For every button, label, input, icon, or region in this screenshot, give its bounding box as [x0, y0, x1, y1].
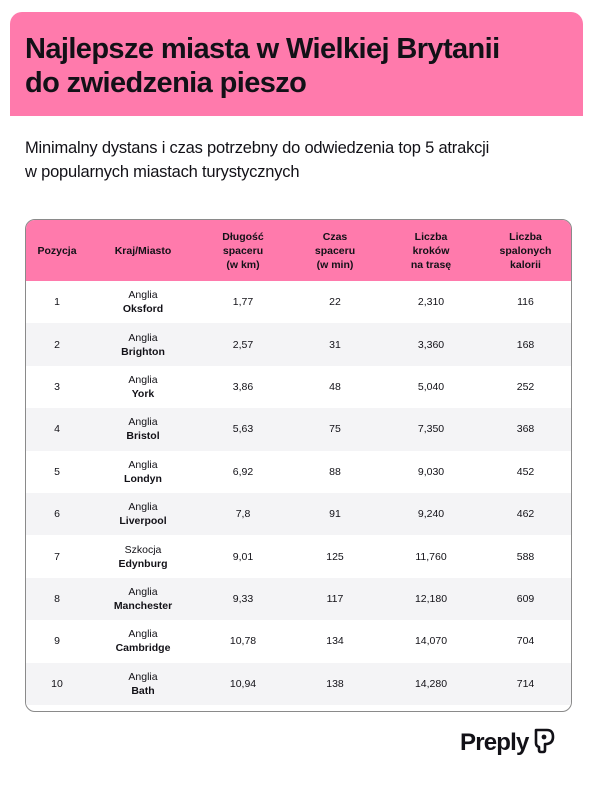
- cell-time: 91: [329, 508, 341, 521]
- cell-position: 2: [54, 338, 60, 351]
- cell-steps: 9,240: [417, 508, 445, 521]
- table-row: [26, 578, 571, 620]
- cell-position: 8: [54, 592, 60, 605]
- cell-time: 88: [329, 465, 341, 478]
- cell-city: [88, 408, 198, 450]
- cell-steps: 14,280: [414, 677, 448, 690]
- cell-time: 22: [329, 296, 341, 309]
- country-name: Anglia: [128, 501, 158, 514]
- cell-distance: 10,94: [229, 677, 257, 690]
- cell-steps: 7,350: [417, 423, 445, 436]
- country-name: Anglia: [128, 458, 158, 471]
- ranking-table: [26, 220, 571, 705]
- country-name: Szkocja: [124, 543, 162, 556]
- logo-text: Preply: [460, 728, 529, 756]
- cell-city: [88, 535, 198, 577]
- column-header-line: Pozycja: [37, 244, 77, 257]
- header-banner: [10, 12, 583, 116]
- city-name: Cambridge: [115, 642, 171, 655]
- cell-position: 4: [54, 423, 60, 436]
- subtitle-line-2: w popularnych miastach turystycznych: [25, 163, 300, 181]
- cell-city: [88, 620, 198, 662]
- table-row: [26, 323, 571, 365]
- cell-position: 6: [54, 508, 60, 521]
- cell-time: 75: [329, 423, 341, 436]
- cell-time: 125: [326, 550, 344, 563]
- cell-city: [88, 366, 198, 408]
- column-header-position: [26, 220, 88, 281]
- column-header-line: (w min): [316, 258, 354, 271]
- column-header-line: spaceru: [222, 244, 264, 257]
- cell-distance: 10,78: [229, 635, 257, 648]
- cell-city: [88, 451, 198, 493]
- column-header-calories: [480, 220, 571, 281]
- cell-distance: 9,01: [232, 550, 254, 563]
- cell-calories: 452: [516, 465, 535, 478]
- column-header-line: kalorii: [510, 258, 541, 271]
- cell-distance: 2,57: [232, 338, 254, 351]
- cell-city: [88, 663, 198, 705]
- ranking-table-container: [25, 219, 572, 712]
- subtitle-line-1: Minimalny dystans i czas potrzebny do odwiedzenia top 5 atrakcji: [25, 139, 490, 157]
- cell-calories: 588: [516, 550, 535, 563]
- table-row: [26, 620, 571, 662]
- cell-steps: 14,070: [414, 635, 448, 648]
- page-subtitle: [25, 136, 565, 184]
- country-name: Anglia: [128, 416, 158, 429]
- table-row: [26, 535, 571, 577]
- cell-city: [88, 578, 198, 620]
- cell-position: 7: [54, 550, 60, 563]
- column-header-city: [88, 220, 198, 281]
- column-header-time: [288, 220, 382, 281]
- table-row: [26, 493, 571, 535]
- cell-time: 138: [326, 677, 344, 690]
- column-header-line: Długość: [222, 230, 264, 243]
- cell-position: 9: [54, 635, 60, 648]
- cell-calories: 252: [516, 380, 535, 393]
- cell-time: 48: [329, 380, 341, 393]
- cell-time: 117: [326, 592, 344, 605]
- country-name: Anglia: [128, 628, 158, 641]
- cell-distance: 9,33: [232, 592, 254, 605]
- column-header-distance: [198, 220, 288, 281]
- cell-calories: 168: [516, 338, 535, 351]
- cell-distance: 7,8: [235, 508, 251, 521]
- city-name: Liverpool: [119, 515, 167, 528]
- cell-city: [88, 493, 198, 535]
- title-line-1: Najlepsze miasta w Wielkiej Brytanii: [25, 33, 500, 65]
- cell-calories: 714: [516, 677, 535, 690]
- city-name: York: [131, 387, 155, 400]
- cell-calories: 704: [516, 635, 535, 648]
- column-header-steps: [382, 220, 480, 281]
- country-name: Anglia: [128, 289, 158, 302]
- cell-position: 3: [54, 380, 60, 393]
- table-row: [26, 281, 571, 323]
- city-name: Bath: [131, 684, 155, 697]
- table-row: [26, 408, 571, 450]
- country-name: Anglia: [128, 373, 158, 386]
- column-header-line: Czas: [322, 230, 348, 243]
- cell-city: [88, 323, 198, 365]
- column-header-line: na trasę: [410, 258, 452, 271]
- table-body: [26, 281, 571, 705]
- cell-distance: 3,86: [232, 380, 254, 393]
- cell-position: 1: [54, 296, 60, 309]
- city-name: Oksford: [122, 303, 164, 316]
- city-name: Edynburg: [118, 557, 168, 570]
- column-header-line: spaceru: [314, 244, 356, 257]
- city-name: Manchester: [113, 599, 173, 612]
- column-header-line: (w km): [226, 258, 260, 271]
- city-name: Brighton: [121, 345, 165, 358]
- column-header-line: Liczba: [509, 230, 542, 243]
- city-name: Bristol: [126, 430, 160, 443]
- cell-calories: 368: [516, 423, 535, 436]
- column-header-line: Liczba: [414, 230, 448, 243]
- cell-steps: 2,310: [417, 296, 445, 309]
- cell-time: 31: [329, 338, 341, 351]
- title-line-2: do zwiedzenia pieszo: [25, 67, 307, 99]
- cell-calories: 462: [516, 508, 535, 521]
- page-title: [25, 32, 500, 100]
- cell-calories: 609: [516, 592, 535, 605]
- column-header-line: Kraj/Miasto: [114, 244, 172, 257]
- cell-position: 10: [51, 677, 63, 690]
- cell-position: 5: [54, 465, 60, 478]
- cell-distance: 1,77: [232, 296, 254, 309]
- cell-steps: 12,180: [414, 592, 448, 605]
- table-row: [26, 366, 571, 408]
- cell-calories: 116: [517, 296, 534, 309]
- column-header-line: spalonych: [499, 244, 552, 257]
- table-row: [26, 663, 571, 705]
- country-name: Anglia: [128, 585, 158, 598]
- preply-logo-icon: [533, 728, 555, 759]
- table-header-row: [26, 220, 571, 281]
- cell-steps: 11,760: [415, 550, 447, 563]
- cell-steps: 3,360: [417, 338, 445, 351]
- country-name: Anglia: [128, 670, 158, 683]
- cell-steps: 5,040: [417, 380, 445, 393]
- column-header-line: kroków: [412, 244, 450, 257]
- table-row: [26, 451, 571, 493]
- cell-city: [88, 281, 198, 323]
- city-name: Londyn: [124, 472, 162, 485]
- country-name: Anglia: [128, 331, 158, 344]
- cell-time: 134: [326, 635, 344, 648]
- cell-distance: 5,63: [232, 423, 254, 436]
- preply-logo: [460, 726, 555, 759]
- cell-steps: 9,030: [417, 465, 445, 478]
- cell-distance: 6,92: [232, 465, 254, 478]
